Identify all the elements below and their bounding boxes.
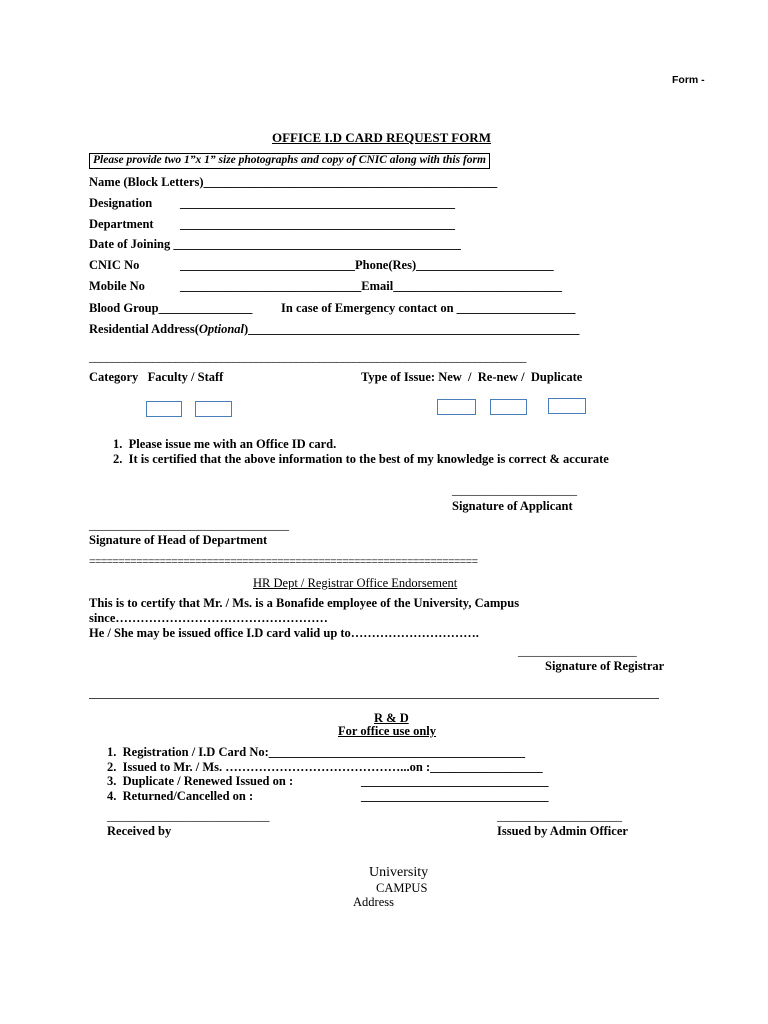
received-by-label: Received by — [107, 824, 172, 838]
endorsement-line-2: since…………………………………………… — [89, 611, 328, 625]
separator: ================================================================== — [89, 556, 478, 568]
address-line[interactable]: )_____________________________________________________ — [244, 322, 580, 336]
blood-group-field[interactable]: Blood Group_______________ — [89, 301, 253, 315]
department-label: Department — [89, 217, 154, 231]
office-item[interactable]: 2. Issued to Mr. / Ms. ……………………………………...on :__________________ — [107, 760, 543, 774]
office-item-line[interactable]: ______________________________ — [361, 774, 549, 788]
office-heading: R & D — [374, 711, 409, 725]
office-item-line[interactable]: ______________________________ — [361, 789, 549, 803]
registrar-signature-line[interactable]: ___________________ — [518, 644, 637, 658]
section-divider — [89, 698, 659, 699]
issued-by-line[interactable]: ____________________ — [497, 809, 622, 823]
residential-address-field[interactable] — [89, 323, 579, 336]
endorsement-line-3: He / She may be issued office I.D card valid up to…………………………. — [89, 626, 479, 640]
address-optional: Optional — [198, 322, 245, 336]
applicant-signature-line[interactable]: ____________________ — [452, 483, 577, 497]
form-code: Form - — [672, 74, 705, 86]
duplicate-checkbox[interactable] — [548, 398, 586, 414]
received-by-line[interactable]: __________________________ — [107, 809, 270, 823]
endorsement-line-1: This is to certify that Mr. / Ms. is a Bonafide employee of the University, Campus — [89, 596, 520, 610]
form-title: OFFICE I.D CARD REQUEST FORM — [272, 130, 491, 145]
address-label: Residential Address( — [89, 322, 199, 336]
instruction-box: Please provide two 1”x 1” size photographs and copy of CNIC along with this form — [89, 153, 490, 169]
declaration-item: 1. Please issue me with an Office ID card. — [113, 437, 337, 451]
staff-checkbox[interactable] — [195, 401, 232, 417]
issued-by-label: Issued by Admin Officer — [497, 824, 628, 838]
declaration-item: 2. It is certified that the above information to the best of my knowledge is correct & accurate — [113, 452, 609, 466]
designation-field[interactable]: ____________________________________________ — [180, 196, 455, 210]
footer-campus: CAMPUS — [376, 881, 428, 895]
office-item: 4. Returned/Cancelled on : — [107, 789, 254, 803]
designation-label: Designation — [89, 196, 153, 210]
hod-signature-label: Signature of Head of Department — [89, 533, 268, 547]
hod-signature-line[interactable]: ________________________________ — [89, 518, 289, 532]
department-field[interactable]: ____________________________________________ — [180, 217, 455, 231]
office-item: 3. Duplicate / Renewed Issued on : — [107, 774, 294, 788]
registrar-signature-label: Signature of Registrar — [545, 659, 665, 673]
office-subheading: For office use only — [338, 724, 437, 738]
type-of-issue-label: Type of Issue: New / Re-new / Duplicate — [361, 370, 583, 384]
footer-address: Address — [353, 895, 394, 909]
date-of-joining-field[interactable]: Date of Joining ______________________________________________ — [89, 237, 461, 251]
name-field[interactable]: Name (Block Letters)_______________________________________________ — [89, 175, 498, 189]
cnic-phone-field[interactable]: ____________________________Phone(Res)______________________ — [180, 258, 554, 272]
footer-university: University — [369, 865, 429, 880]
address-line-2[interactable]: ____________________________________________________________________________ — [89, 350, 526, 364]
new-checkbox[interactable] — [437, 399, 476, 415]
cnic-label: CNIC No — [89, 258, 140, 272]
mobile-email-field[interactable]: _____________________________Email___________________________ — [180, 279, 562, 293]
office-item[interactable]: 1. Registration / I.D Card No:_________________________________________ — [107, 745, 526, 759]
mobile-label: Mobile No — [89, 279, 145, 293]
category-label: Category Faculty / Staff — [89, 370, 224, 384]
applicant-signature-label: Signature of Applicant — [452, 499, 573, 513]
faculty-checkbox[interactable] — [146, 401, 182, 417]
emergency-contact-field[interactable]: In case of Emergency contact on ___________________ — [281, 301, 576, 315]
renew-checkbox[interactable] — [490, 399, 527, 415]
endorsement-heading: HR Dept / Registrar Office Endorsement — [253, 576, 458, 590]
